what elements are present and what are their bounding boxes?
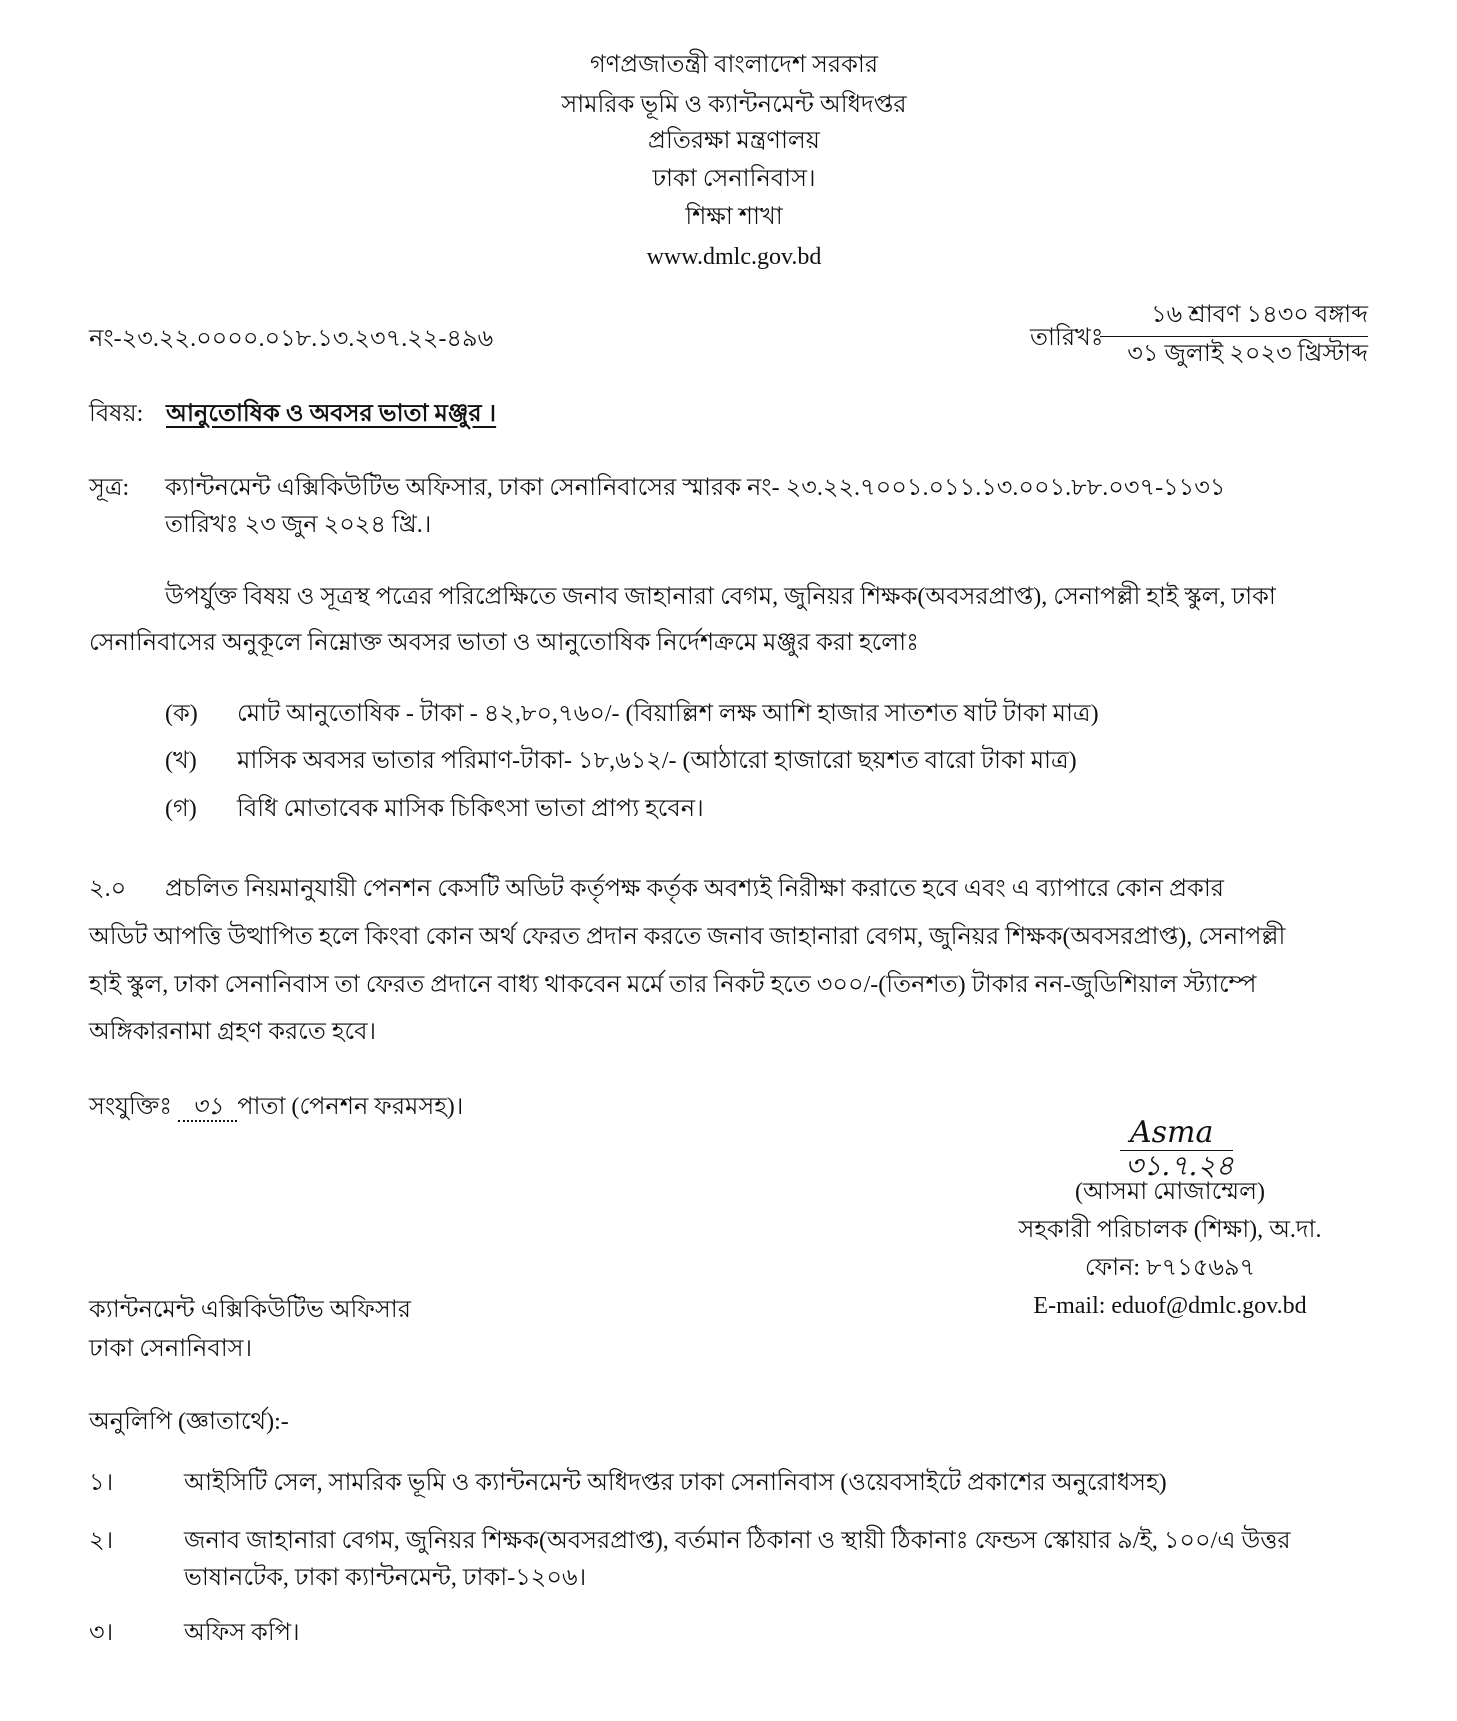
- recipient-line-2: ঢাকা সেনানিবাস।: [89, 1336, 253, 1362]
- subject-label: বিষয়:: [89, 401, 144, 427]
- signatory-phone: ফোন: ৮৭১৫৬৯৭: [1084, 1255, 1256, 1281]
- copy-item-continued: ভাষানটেক, ঢাকা ক্যান্টনমেন্ট, ঢাকা-১২০৬।: [184, 1565, 587, 1591]
- item-label: (গ): [165, 796, 197, 822]
- memo-number: নং-২৩.২২.০০০০.০১৮.১৩.২৩৭.২২-৪৯৬: [89, 326, 494, 352]
- item-gratuity: মোট আনুতোষিক - টাকা - ৪২,৮০,৭৬০/- (বিয়াল্লিশ লক্ষ আশি হাজার সাতশত ষাট টাকা মাত্র): [237, 701, 1099, 727]
- reference-label: সূত্র:: [89, 475, 130, 501]
- handwritten-signature: Asma: [1120, 1118, 1233, 1151]
- reference-line-2: তারিখঃ ২৩ জুন ২০২৪ খ্রি.।: [165, 512, 432, 538]
- paragraph-1-line-1: উপর্যুক্ত বিষয় ও সূত্রস্থ পত্রের পরিপ্রেক্ষিতে জনাব জাহানারা বেগম, জুনিয়র শিক্ষক(অবসরপ্রাপ্ত), সেনাপল্লী হাই স্কুল, ঢাকা: [165, 584, 1276, 610]
- location: ঢাকা সেনানিবাস।: [652, 166, 816, 192]
- copy-number: ৩।: [89, 1620, 114, 1646]
- recipient-line-1: ক্যান্টনমেন্ট এক্সিকিউটিভ অফিসার: [89, 1297, 411, 1323]
- handwritten-date: ৩১.৭.২৪: [1125, 1149, 1234, 1182]
- copies-heading: অনুলিপি (জ্ঞাতার্থে):-: [89, 1409, 289, 1435]
- attachment-label: সংযুক্তিঃ: [89, 1094, 178, 1120]
- attachment-suffix: পাতা (পেনশন ফরমসহ)।: [237, 1094, 464, 1120]
- date-english: ৩১ জুলাই ২০২৩ খ্রিস্টাব্দ: [1127, 341, 1368, 367]
- signatory-email[interactable]: E-mail: eduof@dmlc.gov.bd: [1033, 1293, 1307, 1319]
- signatory-name: (আসমা মোজাম্মেল): [1075, 1179, 1265, 1205]
- ministry-name: প্রতিরক্ষা মন্ত্রণালয়: [648, 128, 820, 154]
- branch-name: শিক্ষা শাখা: [685, 204, 783, 230]
- reference-line-1: ক্যান্টনমেন্ট এক্সিকিউটিভ অফিসার, ঢাকা সেনানিবাসের স্মারক নং- ২৩.২২.৭০০১.০১১.১৩.০০১.৮৮.০৩৭-১১৩১: [165, 475, 1226, 501]
- item-label: (ক): [165, 701, 198, 727]
- copy-number: ২।: [89, 1528, 114, 1554]
- item-label: (খ): [165, 748, 197, 774]
- copy-item: জনাব জাহানারা বেগম, জুনিয়র শিক্ষক(অবসরপ্রাপ্ত), বর্তমান ঠিকানা ও স্থায়ী ঠিকানাঃ ফেন্ডস স্কোয়ার ৯/ই, ১০০/এ উত্তর: [184, 1528, 1291, 1554]
- copy-number: ১।: [89, 1470, 114, 1496]
- paragraph-2-line-3: হাই স্কুল, ঢাকা সেনানিবাস তা ফেরত প্রদানে বাধ্য থাকবেন মর্মে তার নিকট হতে ৩০০/-(তিনশত) টাকার নন-জুডিশিয়াল স্ট্যাম্পে: [89, 972, 1257, 998]
- paragraph-2-line-1: প্রচলিত নিয়মানুযায়ী পেনশন কেসটি অডিট কর্তৃপক্ষ কর্তৃক অবশ্যই নিরীক্ষা করাতে হবে এবং এ ব্যাপারে কোন প্রকার: [165, 876, 1224, 902]
- website-link[interactable]: www.dmlc.gov.bd: [646, 244, 822, 270]
- date-label: তারিখঃ: [1030, 325, 1104, 351]
- item-medical: বিধি মোতাবেক মাসিক চিকিৎসা ভাতা প্রাপ্য হবেন।: [237, 796, 704, 822]
- paragraph-2-line-2: অডিট আপত্তি উত্থাপিত হলে কিংবা কোন অর্থ ফেরত প্রদান করতে জনাব জাহানারা বেগম, জুনিয়র শিক্ষক(অবসরপ্রাপ্ত), সেনাপল্লী: [89, 924, 1286, 950]
- item-pension: মাসিক অবসর ভাতার পরিমাণ-টাকা- ১৮,৬১২/- (আঠারো হাজারো ছয়শত বারো টাকা মাত্র): [237, 748, 1077, 774]
- paragraph-1-line-2: সেনানিবাসের অনুকূলে নিম্নোক্ত অবসর ভাতা ও আনুতোষিক নির্দেশক্রমে মঞ্জুর করা হলোঃ: [89, 630, 919, 656]
- paragraph-2-line-4: অঙ্গিকারনামা গ্রহণ করতে হবে।: [89, 1019, 377, 1045]
- copy-item: আইসিটি সেল, সামরিক ভূমি ও ক্যান্টনমেন্ট অধিদপ্তর ঢাকা সেনানিবাস (ওয়েবসাইটে প্রকাশের অনুরোধসহ): [184, 1470, 1167, 1496]
- signatory-designation: সহকারী পরিচালক (শিক্ষা), অ.দা.: [1018, 1217, 1322, 1243]
- attachment-count: ৩১: [178, 1094, 237, 1122]
- department-name: সামরিক ভূমি ও ক্যান্টনমেন্ট অধিদপ্তর: [561, 92, 907, 118]
- government-name: গণপ্রজাতন্ত্রী বাংলাদেশ সরকার: [589, 52, 879, 78]
- date-bangla: ১৬ শ্রাবণ ১৪৩০ বঙ্গাব্দ: [1151, 302, 1368, 328]
- attachment-line: [89, 1095, 463, 1119]
- subject-text: আনুতোষিক ও অবসর ভাতা মঞ্জুর ।: [166, 401, 497, 427]
- paragraph-2-number: ২.০: [89, 876, 127, 902]
- date-divider: [1100, 336, 1368, 337]
- copy-item: অফিস কপি।: [184, 1620, 300, 1646]
